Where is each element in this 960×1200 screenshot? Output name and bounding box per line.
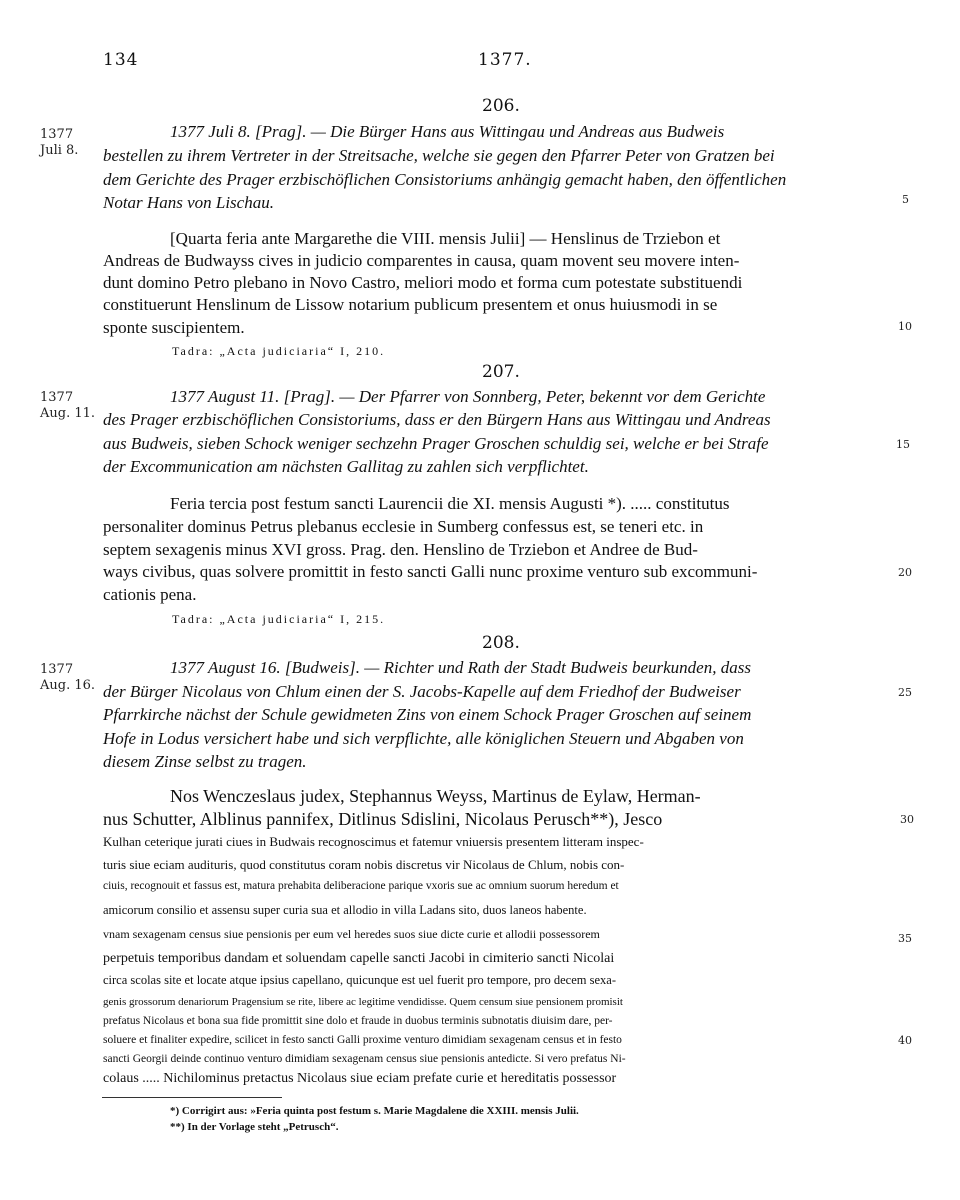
summary-line: der Excommunication am nächsten Gallitag zu zahlen sich verpflichtet. (103, 457, 589, 476)
summary-line: diesem Zinse selbst zu tragen. (103, 752, 307, 771)
text-line: amicorum consilio et assensu super curia sua et allodio in villa Ladans sito, duos laneos habente. (103, 903, 587, 917)
summary-line: Pfarrkirche nächst der Schule gewidmeten Zins von einem Schock Prager Groschen auf seinem (103, 705, 752, 724)
text-line: constituerunt Henslinum de Lissow notarium publicum presentem et onus huiusmodi in se (103, 295, 718, 314)
summary-line: aus Budweis, sieben Schock weniger sechzehn Prager Groschen schuldig sei, welche er bei Strafe (103, 434, 769, 453)
summary-line: des Prager erzbischöflichen Consistoriums, dass er den Bürgern Hans aus Wittingau und Andreas (103, 410, 771, 429)
line-number: 20 (898, 566, 912, 579)
footnote: **) In der Vorlage steht „Petrusch“. (170, 1121, 339, 1133)
text-line: nus Schutter, Alblinus pannifex, Ditlinus Sdislini, Nicolaus Perusch**), Jesco (103, 809, 663, 829)
text-line: genis grossorum denariorum Pragensium se rite, libere ac legitime vendidisse. Quem censum siue pensionem promisit (103, 996, 623, 1008)
footnote-rule (102, 1097, 282, 1098)
text-line: colaus ..... Nichilominus pretactus Nicolaus siue eciam prefate curie et hereditatis possessor (103, 1071, 617, 1086)
text-line: Kulhan ceterique jurati ciues in Budwais recognoscimus et fatemur vniuersis presentem litteram inspec- (103, 834, 644, 849)
summary-line: Hofe in Lodus versichert habe und sich verpflichte, alle königlichen Steuern und Abgaben von (103, 729, 744, 748)
entry-number: 208. (482, 633, 520, 653)
entry-number: 207. (482, 362, 520, 382)
margin-date-year: 1377 (40, 127, 74, 142)
line-number: 35 (898, 932, 912, 945)
text-line: prefatus Nicolaus et bona sua fide promittit sine dolo et fraude in duobus terminis subnotatis diuisim dare, per- (103, 1015, 613, 1027)
margin-date (40, 127, 78, 159)
source-reference: Tadra: „Acta judiciaria“ I, 215. (172, 612, 386, 626)
text-line: Nos Wenczeslaus judex, Stephannus Weyss, Martinus de Eylaw, Herman- (170, 786, 701, 806)
margin-date-year: 1377 (40, 662, 74, 677)
text-line: [Quarta feria ante Margarethe die VIII. mensis Julii] — Henslinus de Trziebon et (170, 229, 721, 248)
summary-line: 1377 Juli 8. [Prag]. — Die Bürger Hans aus Wittingau und Andreas aus Budweis (170, 122, 725, 141)
text-line: vnam sexagenam census siue pensionis per eum vel heredes suos siue dicte curie et allodii possessorem (103, 927, 600, 941)
margin-date (40, 662, 95, 694)
running-year: 1377. (478, 50, 532, 70)
line-number: 40 (898, 1034, 912, 1047)
text-line: Feria tercia post festum sancti Laurencii die XI. mensis Augusti *). ..... constitutus (170, 494, 730, 513)
summary-line: dem Gerichte des Prager erzbischöflichen Consistoriums anhängig gemacht haben, den öffentlichen (103, 170, 787, 189)
line-number: 10 (898, 320, 912, 333)
text-line: circa scolas site et locate atque ipsius capellano, quicunque est uel fuerit pro tempore, pro decem sexa- (103, 973, 616, 987)
text-line: sancti Georgii deinde continuo venturo dimidiam sexagenam census siue pensionis antedicte. Si vero prefatus Ni- (103, 1053, 626, 1065)
summary-line: bestellen zu ihrem Vertreter in der Streitsache, welche sie gegen den Pfarrer Peter von Gratzen bei (103, 146, 775, 165)
text-line: Andreas de Budwayss cives in judicio comparentes in causa, quam movent seu movere inten- (103, 251, 740, 270)
margin-date (40, 390, 95, 422)
entry-number: 206. (482, 96, 520, 116)
source-reference: Tadra: „Acta judiciaria“ I, 210. (172, 344, 386, 358)
margin-date-day: Juli 8. (40, 143, 79, 158)
text-line: septem sexagenis minus XVI gross. Prag. den. Henslino de Trziebon et Andree de Bud- (103, 540, 698, 559)
text-line: dunt domino Petro plebano in Novo Castro, meliori modo et forma cum potestate substituendi (103, 273, 743, 292)
text-line: soluere et finaliter expedire, scilicet in festo sancti Galli proxime venturo dimidiam sexagenam census et in festo (103, 1034, 622, 1046)
page-number: 134 (103, 50, 139, 70)
summary-line: Notar Hans von Lischau. (103, 193, 274, 212)
footnote: *) Corrigirt aus: »Feria quinta post festum s. Marie Magdalene die XXIII. mensis Julii. (170, 1105, 579, 1117)
text-line: turis siue eciam audituris, quod constitutus coram nobis discretus vir Nicolaus de Chlum, nobis con- (103, 857, 625, 872)
text-line: ciuis, recognouit et fassus est, matura prehabita deliberacione parique vxoris sue ac omnium suorum heredum et (103, 880, 619, 892)
text-line: cationis pena. (103, 585, 197, 604)
line-number: 30 (900, 813, 914, 826)
margin-date-day: Aug. 11. (40, 406, 96, 421)
line-number: 5 (902, 193, 909, 206)
text-line: ways civibus, quas solvere promittit in festo sancti Galli nunc proxime venturo sub excommuni- (103, 562, 758, 581)
line-number: 15 (896, 438, 910, 451)
text-line: perpetuis temporibus dandam et soluendam capelle sancti Jacobi in cimiterio sancti Nicolai (103, 951, 615, 966)
line-number: 25 (898, 686, 912, 699)
summary-line: der Bürger Nicolaus von Chlum einen der S. Jacobs-Kapelle auf dem Friedhof der Budweiser (103, 682, 741, 701)
margin-date-day: Aug. 16. (40, 678, 96, 693)
margin-date-year: 1377 (40, 390, 74, 405)
text-line: personaliter dominus Petrus plebanus ecclesie in Sumberg confessus est, se teneri etc. in (103, 517, 704, 536)
text-line: sponte suscipientem. (103, 318, 245, 337)
summary-line: 1377 August 11. [Prag]. — Der Pfarrer von Sonnberg, Peter, bekennt vor dem Gerichte (170, 387, 766, 406)
summary-line: 1377 August 16. [Budweis]. — Richter und Rath der Stadt Budweis beurkunden, dass (170, 658, 751, 677)
